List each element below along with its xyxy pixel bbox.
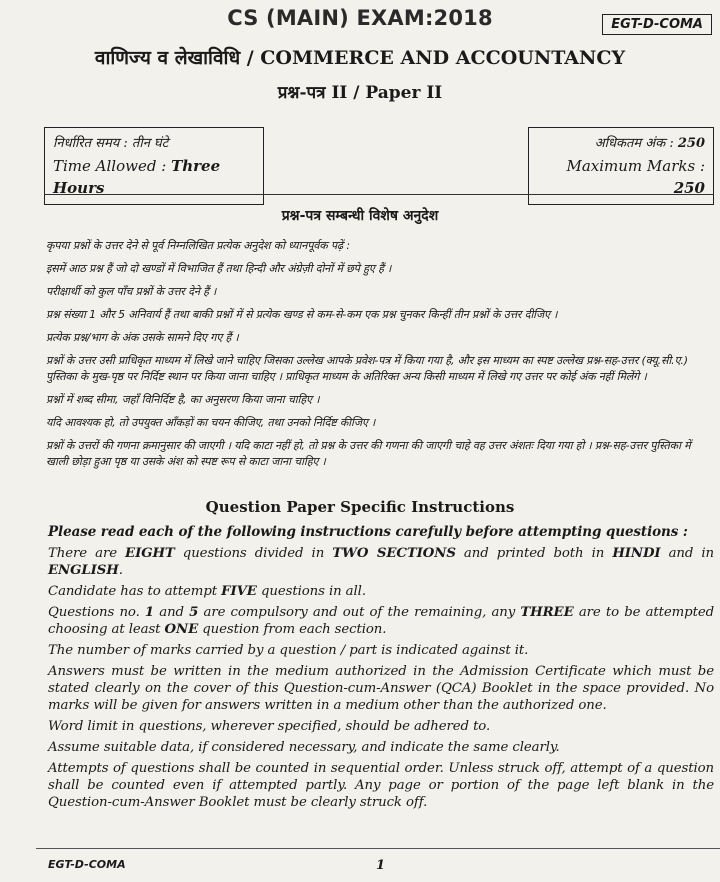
maximum-marks-hindi-label: अधिकतम अंक : [594, 136, 674, 151]
exam-title: CS (MAIN) EXAM:2018 [227, 6, 493, 30]
page-number: 1 [376, 858, 386, 873]
maximum-marks-line [537, 155, 705, 199]
hindi-instruction: कृपया प्रश्नों के उत्तर देने से पूर्व निम्नलिखित प्रत्येक अनुदेश को ध्यानपूर्वक पढ़ें : [46, 239, 350, 252]
instruction-data: Assume suitable data, if considered necessary, and indicate the same clearly. [48, 740, 560, 755]
hindi-instruction: प्रश्नों में शब्द सीमा, जहाँ विनिर्दिष्ट है, का अनुसरण किया जाना चाहिए । [46, 393, 320, 406]
header-divider [44, 194, 714, 195]
hindi-instruction: प्रश्नों के उत्तर उसी प्राधिकृत माध्यम में लिखे जाने चाहिए जिसका उल्लेख आपके प्रवेश-पत्र में किया गया है, और इस माध्यम का स्पष्ट उल्लेख प्रश्न-सह-उत्तर (क्यू.सी.ए.) पुस्तिका के मुख-पृष्ठ पर निर्दिष्ट स्थान पर किया जाना चाहिए । प्राधिकृत माध्यम के अतिरिक्त अन्य किसी माध्यम में लिखे गए उत्तर पर कोई अंक नहीं मिलेंगे । [46, 354, 688, 383]
time-allowed-line [53, 155, 255, 199]
time-allowed-value: Three Hours [53, 157, 221, 197]
english-instructions-heading: Question Paper Specific Instructions [205, 498, 515, 516]
maximum-marks-value: 250 [673, 179, 705, 197]
hindi-instructions-heading: प्रश्न-पत्र सम्बन्धी विशेष अनुदेश [281, 208, 439, 224]
instruction-compulsory: Questions no. 1 and 5 are compulsory and out of the remaining, any THREE are to be attempted choosing at least ONE question from each section. [48, 605, 715, 637]
footer-divider [36, 848, 720, 849]
hindi-instruction: यदि आवश्यक हो, तो उपयुक्त आँकड़ों का चयन कीजिए, तथा उनको निर्दिष्ट कीजिए । [46, 416, 376, 429]
instruction-sections: There are EIGHT questions divided in TWO SECTIONS and printed both in HINDI and in ENGLISH. [48, 546, 715, 578]
subject-title: वाणिज्य व लेखाविधि / COMMERCE AND ACCOUNTANCY [94, 47, 626, 69]
hindi-instruction: इसमें आठ प्रश्न हैं जो दो खण्डों में विभाजित हैं तथा हिन्दी और अंग्रेज़ी दोनों में छपे हुए हैं । [46, 262, 392, 275]
time-allowed-hindi: निर्धारित समय : तीन घंटे [53, 136, 169, 151]
hindi-instruction: प्रत्येक प्रश्न/भाग के अंक उसके सामने दिए गए हैं । [46, 331, 239, 344]
time-allowed-label: Time Allowed : [53, 157, 167, 175]
instructions-lead: Please read each of the following instructions carefully before attempting questions : [48, 524, 688, 540]
footer-paper-code: EGT-D-COMA [48, 858, 126, 871]
instruction-sequential: Attempts of questions shall be counted in sequential order. Unless struck off, attempt of a question shall be counted even if attempted partly. Any page or portion of the page left blank in the Question-cum-Answer Booklet must be clearly struck off. [48, 761, 714, 810]
instruction-medium: Answers must be written in the medium authorized in the Admission Certificate which must be stated clearly on the cover of this Question-cum-Answer (QCA) Booklet in the space provided. No marks will be given for answers written in a medium other than the authorized one. [48, 664, 714, 713]
maximum-marks-hindi-value: 250 [677, 136, 705, 151]
maximum-marks-hindi-line [537, 133, 705, 155]
hindi-instructions [46, 238, 712, 477]
hindi-instruction: परीक्षार्थी को कुल पाँच प्रश्नों के उत्तर देने हैं । [46, 285, 217, 298]
instruction-marks: The number of marks carried by a question / part is indicated against it. [48, 643, 529, 658]
hindi-instruction: प्रश्न संख्या 1 और 5 अनिवार्य हैं तथा बाकी प्रश्नों में से प्रत्येक खण्ड से कम-से-कम एक प्रश्न चुनकर किन्हीं तीन प्रश्नों के उत्तर दीजिए । [46, 308, 558, 321]
paper-code-badge: EGT-D-COMA [602, 14, 712, 35]
paper-number: प्रश्न-पत्र II / Paper II [277, 83, 443, 103]
instruction-attempt-count: Candidate has to attempt FIVE questions in all. [48, 584, 366, 599]
english-instructions [48, 524, 714, 815]
maximum-marks-label: Maximum Marks : [566, 157, 705, 175]
instruction-word-limit: Word limit in questions, wherever specified, should be adhered to. [48, 719, 491, 734]
hindi-instruction: प्रश्नों के उत्तरों की गणना क्रमानुसार की जाएगी । यदि काटा नहीं हो, तो प्रश्न के उत्तर की गणना की जाएगी चाहे वह उत्तर अंशतः दिया गया हो । प्रश्न-सह-उत्तर पुस्तिका में खाली छोड़ा हुआ पृष्ठ या उसके अंश को स्पष्ट रूप से काटा जाना चाहिए । [46, 439, 691, 468]
